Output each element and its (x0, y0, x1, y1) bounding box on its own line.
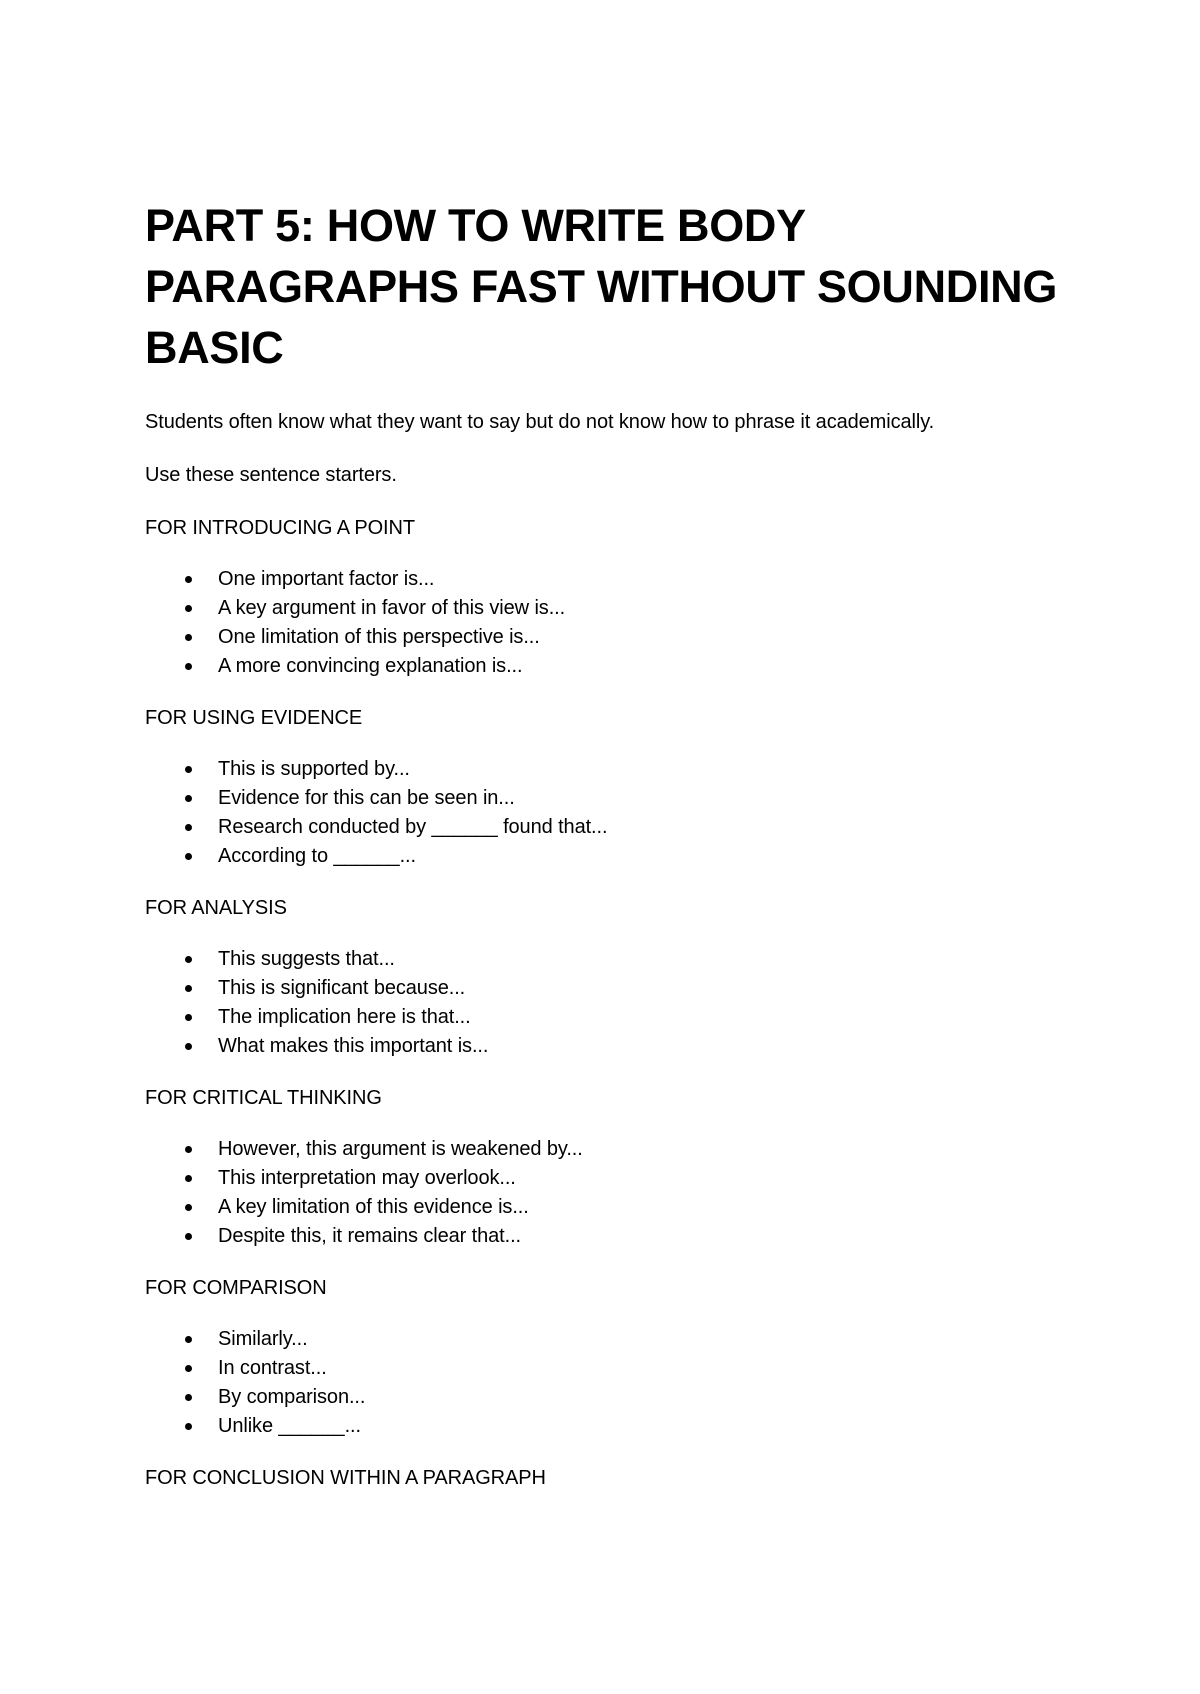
section-heading: FOR CONCLUSION WITHIN A PARAGRAPH (145, 1467, 546, 1489)
list-item: This interpretation may overlook... (145, 1164, 1060, 1193)
section-conclusion (145, 1466, 1060, 1490)
list-item: However, this argument is weakened by... (145, 1135, 1060, 1164)
bullet-list (145, 945, 1060, 1061)
list-item: This suggests that... (145, 945, 1060, 974)
section-heading: FOR ANALYSIS (145, 897, 287, 919)
bullet-icon (185, 1175, 192, 1182)
bullet-icon (185, 766, 192, 773)
bullet-icon (185, 1043, 192, 1050)
bullet-list (145, 1135, 1060, 1251)
list-item: Similarly... (145, 1325, 1060, 1354)
bullet-icon (185, 634, 192, 641)
bullet-icon (185, 956, 192, 963)
bullet-icon (185, 1423, 192, 1430)
section-introducing-point (145, 516, 1060, 681)
list-item: Evidence for this can be seen in... (145, 784, 1060, 813)
bullet-icon (185, 663, 192, 670)
list-item: A key argument in favor of this view is... (145, 594, 1060, 623)
intro-paragraph: Students often know what they want to say but do not know how to phrase it academically. (145, 411, 935, 433)
list-item: The implication here is that... (145, 1003, 1060, 1032)
list-item: By comparison... (145, 1383, 1060, 1412)
list-item: Research conducted by ______ found that... (145, 813, 1060, 842)
bullet-list (145, 1325, 1060, 1441)
section-using-evidence (145, 706, 1060, 871)
bullet-icon (185, 1014, 192, 1021)
bullet-icon (185, 1204, 192, 1211)
instruction-paragraph: Use these sentence starters. (145, 464, 397, 486)
bullet-icon (185, 985, 192, 992)
list-item: Despite this, it remains clear that... (145, 1222, 1060, 1251)
section-comparison (145, 1276, 1060, 1441)
bullet-icon (185, 1365, 192, 1372)
list-item: In contrast... (145, 1354, 1060, 1383)
bullet-icon (185, 795, 192, 802)
section-heading: FOR COMPARISON (145, 1277, 327, 1299)
bullet-icon (185, 1146, 192, 1153)
section-analysis (145, 896, 1060, 1061)
list-item: According to ______... (145, 842, 1060, 871)
list-item: One important factor is... (145, 565, 1060, 594)
bullet-icon (185, 853, 192, 860)
list-item: This is significant because... (145, 974, 1060, 1003)
list-item: What makes this important is... (145, 1032, 1060, 1061)
list-item: Unlike ______... (145, 1412, 1060, 1441)
bullet-icon (185, 605, 192, 612)
list-item: A more convincing explanation is... (145, 652, 1060, 681)
list-item: A key limitation of this evidence is... (145, 1193, 1060, 1222)
bullet-list (145, 755, 1060, 871)
page-title: PART 5: HOW TO WRITE BODY PARAGRAPHS FAST WITHOUT SOUNDING BASIC (145, 200, 1058, 373)
bullet-icon (185, 576, 192, 583)
bullet-icon (185, 1394, 192, 1401)
bullet-icon (185, 1233, 192, 1240)
section-heading: FOR CRITICAL THINKING (145, 1087, 382, 1109)
list-item: One limitation of this perspective is... (145, 623, 1060, 652)
list-item: This is supported by... (145, 755, 1060, 784)
section-critical-thinking (145, 1086, 1060, 1251)
bullet-icon (185, 1336, 192, 1343)
bullet-list (145, 565, 1060, 681)
section-heading: FOR INTRODUCING A POINT (145, 517, 415, 539)
section-heading: FOR USING EVIDENCE (145, 707, 363, 729)
bullet-icon (185, 824, 192, 831)
